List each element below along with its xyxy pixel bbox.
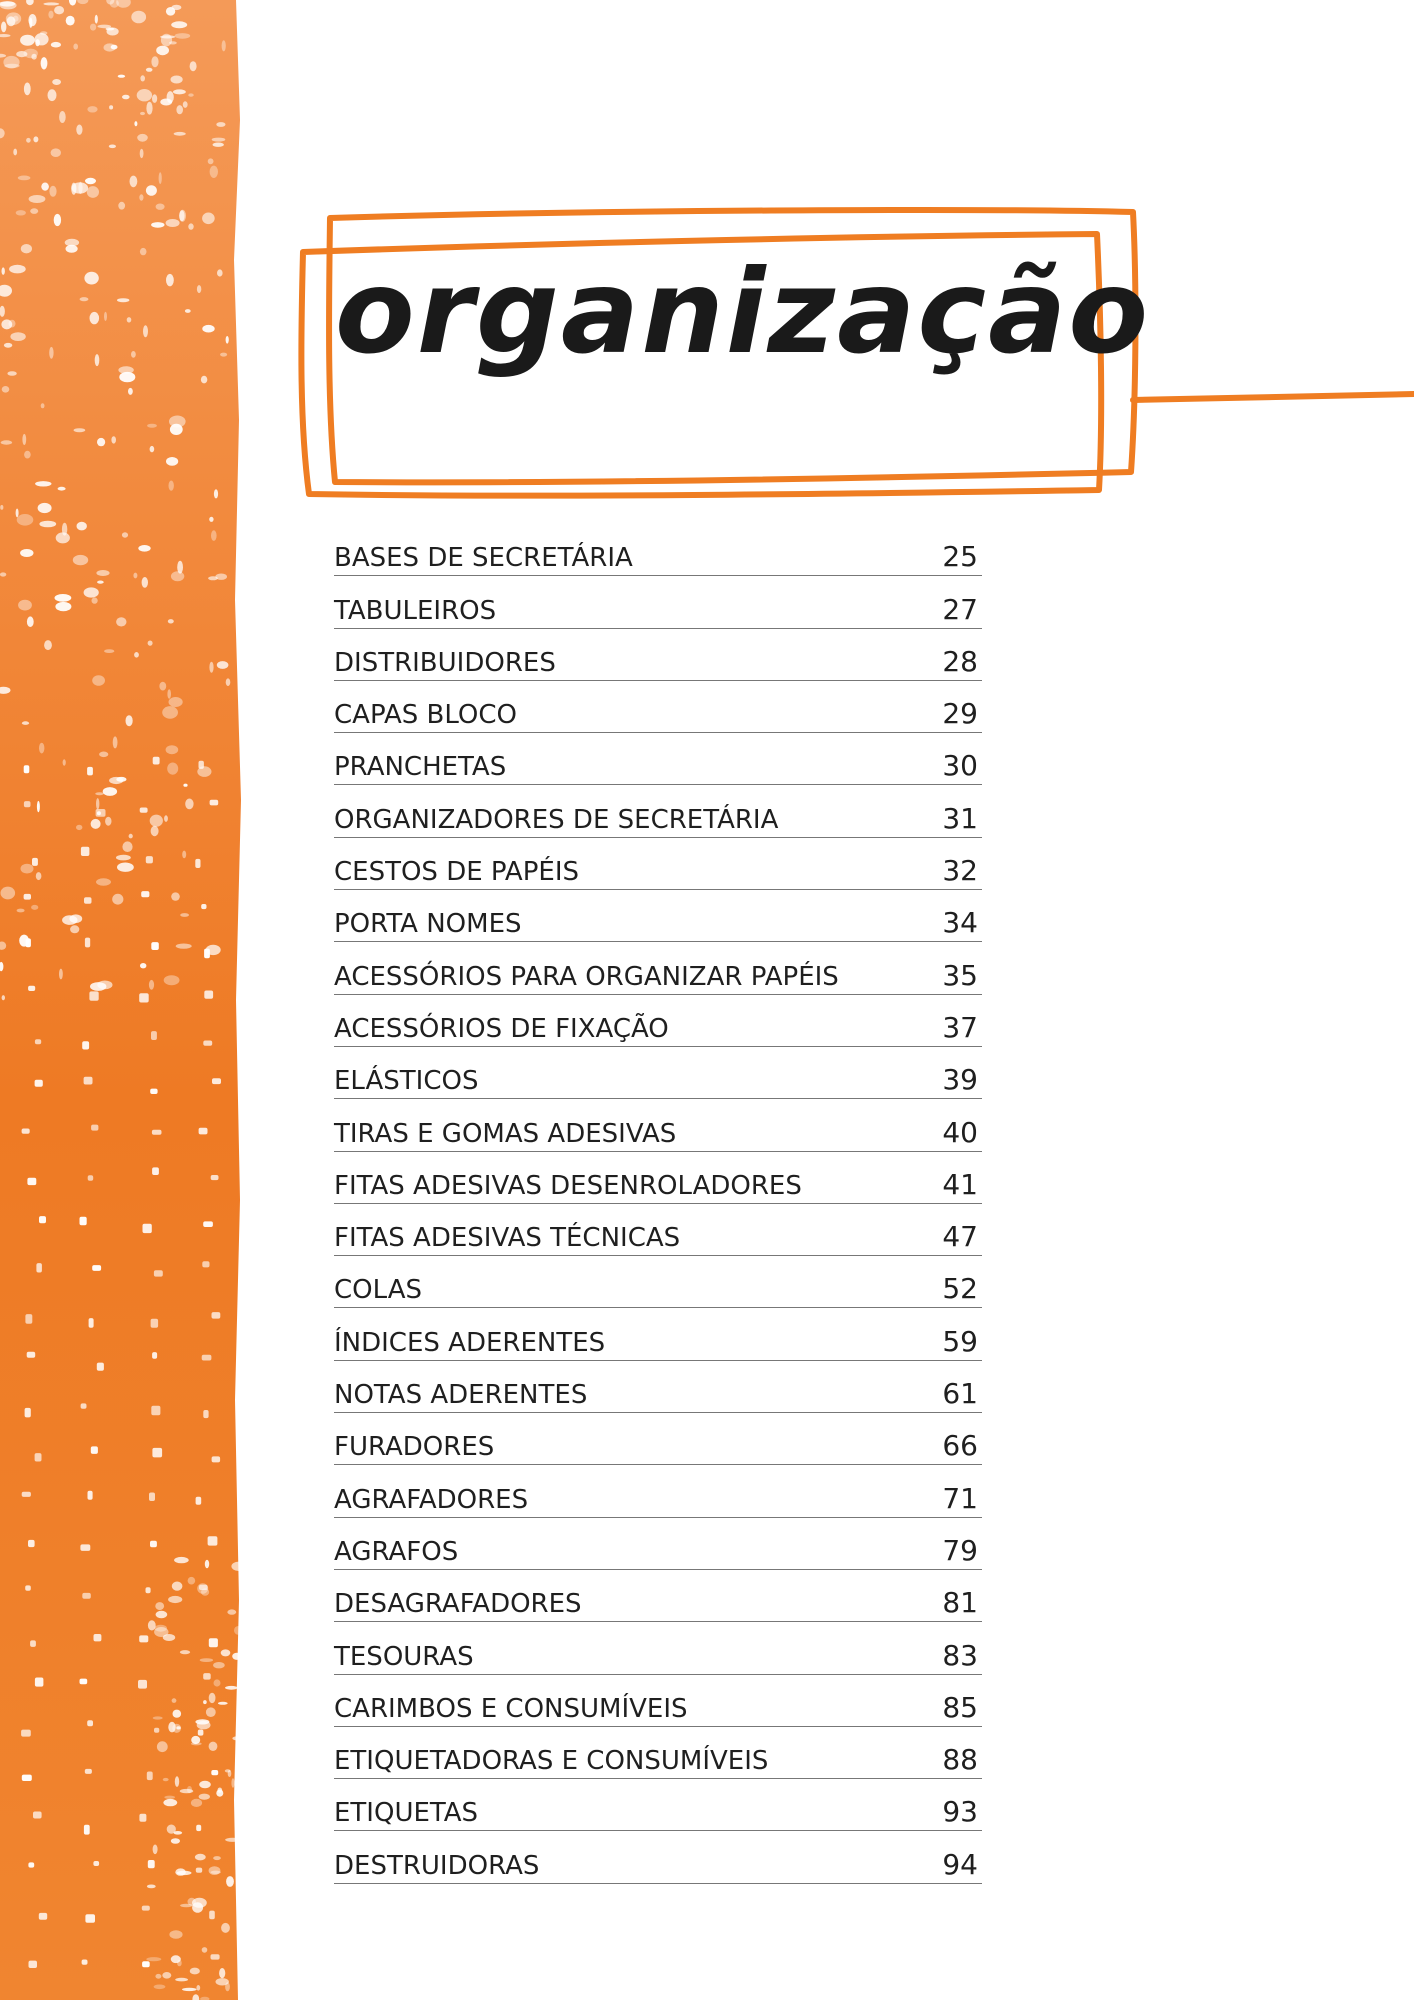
toc-row [334, 1524, 982, 1576]
toc-entry-label: CAPAS BLOCO [334, 700, 517, 731]
toc-page-number: 31 [942, 801, 978, 835]
toc-entry-label: ACESSÓRIOS DE FIXAÇÃO [334, 1013, 669, 1044]
toc-page-number: 35 [942, 958, 978, 992]
toc-row [334, 1210, 982, 1262]
toc-row [334, 844, 982, 896]
toc-row [334, 896, 982, 948]
toc-page-number: 47 [942, 1220, 978, 1254]
toc-page-number: 30 [942, 749, 978, 783]
toc-row [334, 1367, 982, 1419]
toc-entry-label: BASES DE SECRETÁRIA [334, 543, 633, 574]
toc-row [334, 1785, 982, 1837]
toc-page-number: 71 [942, 1481, 978, 1515]
toc-entry-label: ACESSÓRIOS PARA ORGANIZAR PAPÉIS [334, 961, 839, 992]
toc-page-number: 25 [942, 540, 978, 574]
toc-entry-label: FITAS ADESIVAS DESENROLADORES [334, 1170, 802, 1201]
toc-row [334, 1681, 982, 1733]
toc-page-number: 29 [942, 697, 978, 731]
toc-entry-label: ELÁSTICOS [334, 1066, 479, 1097]
toc-row [334, 1837, 982, 1889]
toc-row [334, 582, 982, 634]
page-title: organização [335, 245, 1151, 380]
toc-page-number: 40 [942, 1115, 978, 1149]
toc-row [334, 948, 982, 1000]
toc-entry-label: NOTAS ADERENTES [334, 1380, 588, 1411]
toc-entry-label: TABULEIROS [334, 595, 497, 626]
toc-page-number: 59 [942, 1324, 978, 1358]
toc-page-number: 37 [942, 1010, 978, 1044]
toc-entry-label: FURADORES [334, 1432, 495, 1463]
toc-entry-label: ETIQUETADORAS E CONSUMÍVEIS [334, 1746, 769, 1777]
toc-page-number: 83 [942, 1638, 978, 1672]
toc-row [334, 1158, 982, 1210]
orange-texture-band [0, 0, 242, 2000]
table-of-contents [334, 530, 982, 1890]
toc-entry-label: ETIQUETAS [334, 1798, 479, 1829]
toc-row [334, 1471, 982, 1523]
toc-page-number: 52 [942, 1272, 978, 1306]
toc-entry-label: ÍNDICES ADERENTES [334, 1327, 606, 1358]
toc-row [334, 739, 982, 791]
toc-entry-label: TIRAS E GOMAS ADESIVAS [334, 1118, 677, 1149]
title-frame [285, 200, 1414, 510]
toc-row [334, 1419, 982, 1471]
toc-row [334, 1576, 982, 1628]
toc-page-number: 34 [942, 906, 978, 940]
toc-entry-label: DESTRUIDORAS [334, 1850, 540, 1881]
toc-page-number: 93 [942, 1795, 978, 1829]
toc-page-number: 39 [942, 1063, 978, 1097]
toc-page-number: 61 [942, 1377, 978, 1411]
toc-row [334, 687, 982, 739]
toc-row [334, 1262, 982, 1314]
toc-page-number: 94 [942, 1847, 978, 1881]
toc-page-number: 41 [942, 1167, 978, 1201]
toc-row [334, 1733, 982, 1785]
toc-entry-label: DESAGRAFADORES [334, 1589, 582, 1620]
toc-page-number: 32 [942, 854, 978, 888]
toc-entry-label: AGRAFADORES [334, 1484, 529, 1515]
toc-entry-label: ORGANIZADORES DE SECRETÁRIA [334, 804, 779, 835]
toc-entry-label: TESOURAS [334, 1641, 474, 1672]
toc-entry-label: PORTA NOMES [334, 909, 522, 940]
toc-row [334, 1105, 982, 1157]
toc-row [334, 635, 982, 687]
toc-page-number: 27 [942, 592, 978, 626]
toc-page-number: 79 [942, 1533, 978, 1567]
toc-row [334, 1628, 982, 1680]
toc-entry-label: PRANCHETAS [334, 752, 507, 783]
toc-row [334, 791, 982, 843]
toc-row [334, 1053, 982, 1105]
toc-entry-label: AGRAFOS [334, 1536, 459, 1567]
toc-page-number: 88 [942, 1743, 978, 1777]
toc-row [334, 1001, 982, 1053]
toc-page-number: 28 [942, 644, 978, 678]
toc-entry-label: DISTRIBUIDORES [334, 647, 556, 678]
toc-page-number: 66 [942, 1429, 978, 1463]
toc-entry-label: FITAS ADESIVAS TÉCNICAS [334, 1223, 681, 1254]
toc-entry-label: CESTOS DE PAPÉIS [334, 857, 579, 888]
toc-page-number: 81 [942, 1586, 978, 1620]
toc-page-number: 85 [942, 1690, 978, 1724]
toc-entry-label: CARIMBOS E CONSUMÍVEIS [334, 1693, 688, 1724]
toc-entry-label: COLAS [334, 1275, 422, 1306]
toc-row [334, 530, 982, 582]
toc-row [334, 1314, 982, 1366]
